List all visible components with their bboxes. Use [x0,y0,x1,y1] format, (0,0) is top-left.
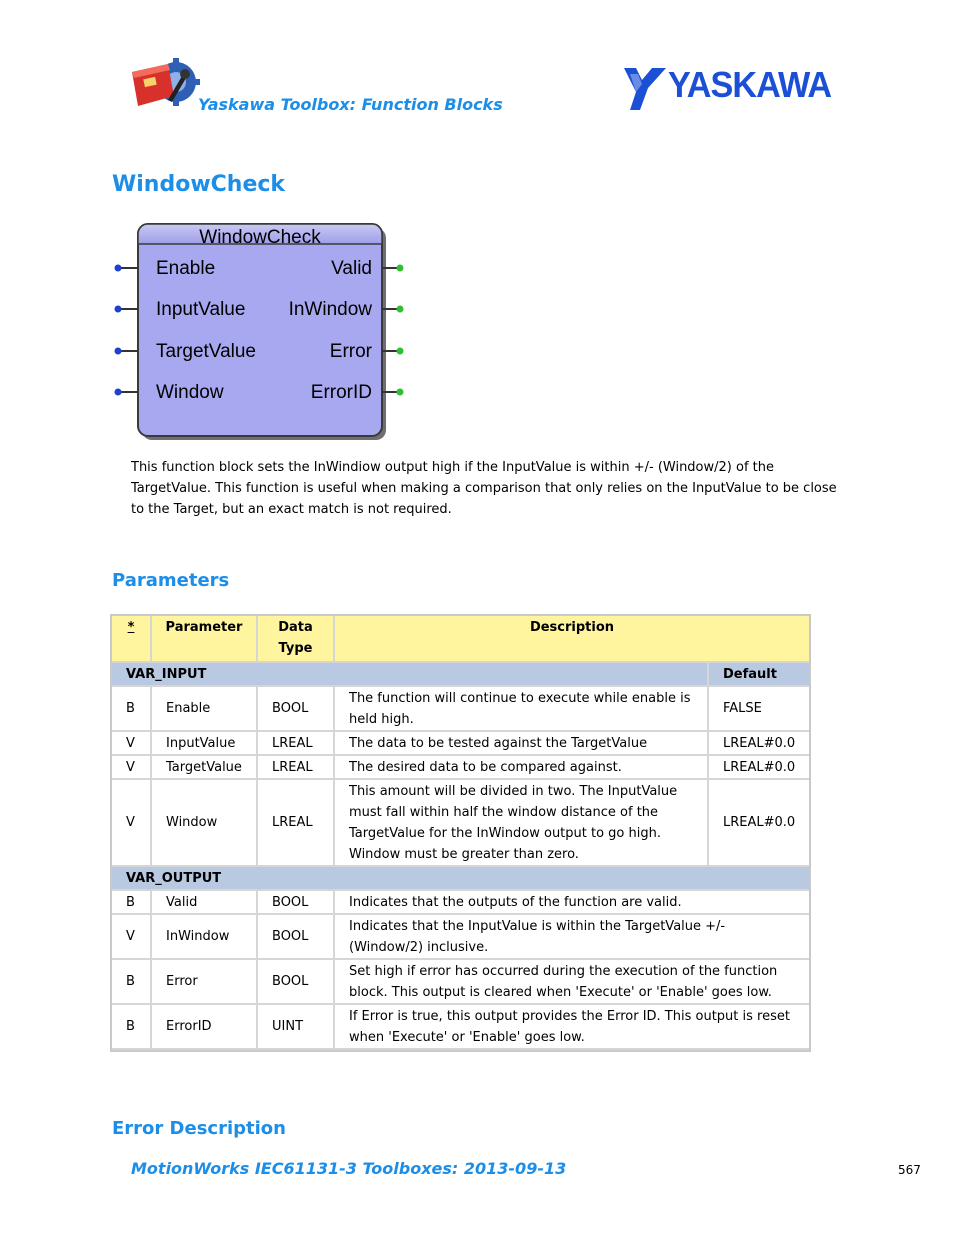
param-type: LREAL [258,756,335,780]
param-type: LREAL [258,732,335,756]
column-header-description: Description [335,616,809,663]
toolbox-logo [128,56,200,112]
param-name: ErrorID [152,1005,258,1050]
param-kind: V [112,732,152,756]
param-name: TargetValue [152,756,258,780]
param-type: BOOL [258,891,335,915]
footer-title: MotionWorks IEC61131-3 Toolboxes: 2013-09-13 [131,1159,567,1178]
page-number: 567 [898,1163,921,1177]
param-description: This amount will be divided in two. The InputValue must fall within half the window distance of the TargetValue for the InWindow output to go high. Window must be greater than zero. [335,780,709,867]
param-name: Error [152,960,258,1005]
table-row [112,780,809,867]
input-pin-inputvalue [115,299,246,320]
param-default: LREAL#0.0 [709,756,809,780]
parameters-table [110,614,811,1052]
table-header-row [112,616,809,663]
param-default: LREAL#0.0 [709,732,809,756]
output-pin-inwindow [289,299,404,320]
input-pin-window [115,382,224,403]
param-type: UINT [258,1005,335,1050]
param-type: BOOL [258,960,335,1005]
table-row [112,732,809,756]
output-label: ErrorID [310,382,372,403]
output-pin-errorid [311,382,404,403]
output-pin-valid [331,258,403,279]
param-name: Enable [152,687,258,732]
param-kind: V [112,756,152,780]
param-default: LREAL#0.0 [709,780,809,867]
table-row [112,960,809,1005]
param-default: FALSE [709,687,809,732]
input-label: TargetValue [156,341,256,362]
table-row [112,915,809,960]
input-pin-enable [115,258,216,279]
column-header-parameter: Parameter [152,616,258,663]
output-label: Valid [331,258,372,279]
column-header-data-type: Data Type [258,616,335,663]
input-label: InputValue [156,299,246,320]
table-row [112,687,809,732]
param-kind: B [112,687,152,732]
param-description: The data to be tested against the TargetValue [335,732,709,756]
param-type: BOOL [258,687,335,732]
var-output-label: VAR_OUTPUT [112,867,809,891]
var-output-group-row [112,867,809,891]
table-row [112,1005,809,1050]
param-name: Window [152,780,258,867]
header-title: Yaskawa Toolbox: Function Blocks [198,95,503,114]
param-description: The function will continue to execute while enable is held high. [335,687,709,732]
param-kind: V [112,780,152,867]
output-label: Error [329,341,372,362]
var-input-label: VAR_INPUT [112,663,709,687]
param-name: InputValue [152,732,258,756]
input-label: Window [156,382,224,403]
table-row [112,756,809,780]
page-title: WindowCheck [112,172,286,197]
param-name: Valid [152,891,258,915]
yaskawa-mark-icon [622,66,668,112]
parameters-heading: Parameters [112,570,230,591]
param-description: The desired data to be compared against. [335,756,709,780]
default-column-label: Default [709,663,809,687]
column-header-star: * [112,616,152,663]
block-name: WindowCheck [199,227,321,248]
param-name: InWindow [152,915,258,960]
output-pin-error [330,341,404,362]
param-kind: B [112,891,152,915]
block-description: This function block sets the InWindiow output high if the InputValue is within +/- (Window/2) of the TargetValue. This function is useful when making a comparison that only relies on the InputValue to be close to the Target, but an exact match is not required. [131,460,837,517]
input-label: Enable [156,258,216,279]
param-description: Set high if error has occurred during the execution of the function block. This output is cleared when 'Execute' or 'Enable' goes low. [335,960,809,1005]
var-input-group-row [112,663,809,687]
brand-logo: YASKAWA [668,64,832,105]
param-type: LREAL [258,780,335,867]
function-block-diagram [110,222,410,444]
error-description-heading: Error Description [112,1118,286,1139]
block-body [138,224,382,436]
param-kind: V [112,915,152,960]
param-type: BOOL [258,915,335,960]
param-kind: B [112,960,152,1005]
input-pin-targetvalue [115,341,257,362]
table-row [112,891,809,915]
param-description: Indicates that the outputs of the function are valid. [335,891,809,915]
output-label: InWindow [288,299,372,320]
param-description: Indicates that the InputValue is within the TargetValue +/- (Window/2) inclusive. [335,915,809,960]
param-kind: B [112,1005,152,1050]
param-description: If Error is true, this output provides the Error ID. This output is reset when 'Execute' or 'Enable' goes low. [335,1005,809,1050]
